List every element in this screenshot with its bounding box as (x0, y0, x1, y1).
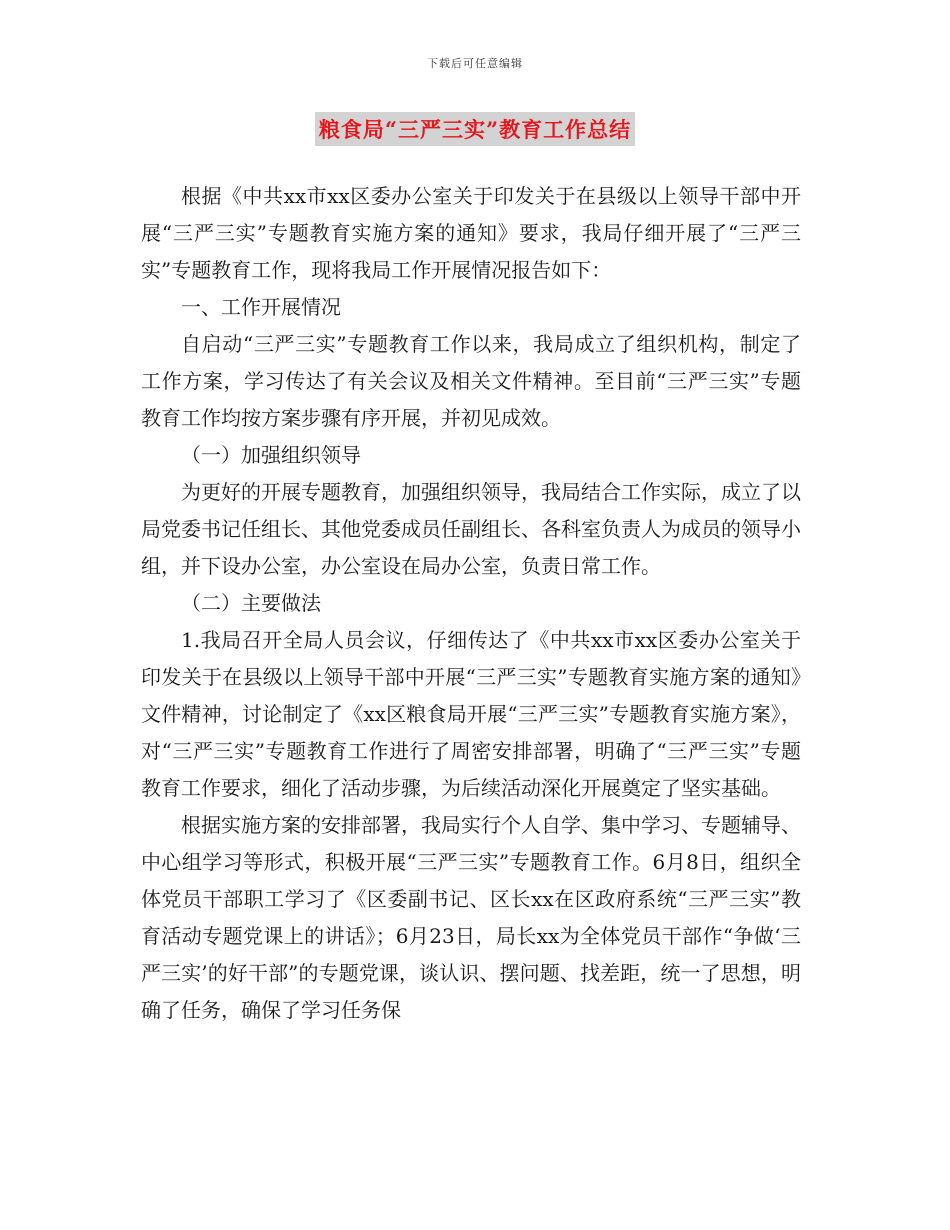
document-title: 粮食局“三严三实”教育工作总结 (315, 112, 635, 146)
subsection-heading-2: （二）主要做法 (181, 591, 321, 615)
paragraph-measure-1: 1.我局召开全局人员会议，仔细传达了《中共xx市xx区委办公室关于印发关于在县级以上领导干部中开展“三严三实”专题教育实施方案的通知》文件精神，讨论制定了《xx区粮食局开展“三严三实”专题教育实施方案》，对“三严三实”专题教育工作进行了周密安排部署，明确了“三严三实”专题教育工作要求，细化了活动步骤，为后续活动深化开展奠定了坚实基础。 (141, 628, 801, 800)
subsection-heading-1: （一）加强组织领导 (181, 443, 361, 467)
paragraph-intro: 根据《中共xx市xx区委办公室关于印发关于在县级以上领导干部中开展“三严三实”专题教育实施方案的通知》要求，我局仔细开展了“三严三实”专题教育工作，现将我局工作开展情况报告如下： (141, 184, 801, 282)
header-note: 下载后可任意编辑 (427, 57, 523, 70)
paragraph-progress: 自启动“三严三实”专题教育工作以来，我局成立了组织机构，制定了工作方案，学习传达了有关会议及相关文件精神。至目前“三严三实”专题教育工作均按方案步骤有序开展，并初见成效。 (141, 332, 801, 430)
document-body (141, 178, 801, 1029)
title-container (0, 112, 950, 146)
paragraph-leadership: 为更好的开展专题教育，加强组织领导，我局结合工作实际，成立了以局党委书记任组长、其他党委成员任副组长、各科室负责人为成员的领导小组，并下设办公室，办公室设在局办公室，负责日常工作。 (141, 480, 801, 578)
section-heading-1: 一、工作开展情况 (181, 295, 341, 319)
paragraph-study: 根据实施方案的安排部署，我局实行个人自学、集中学习、专题辅导、中心组学习等形式，积极开展“三严三实”专题教育工作。6月8日，组织全体党员干部职工学习了《区委副书记、区长xx在区政府系统“三严三实”教育活动专题党课上的讲话》；6月23日，局长xx为全体党员干部作“争做‘三严三实’的好干部”的专题党课，谈认识、摆问题、找差距，统一了思想，明确了任务，确保了学习任务保 (141, 813, 801, 1022)
